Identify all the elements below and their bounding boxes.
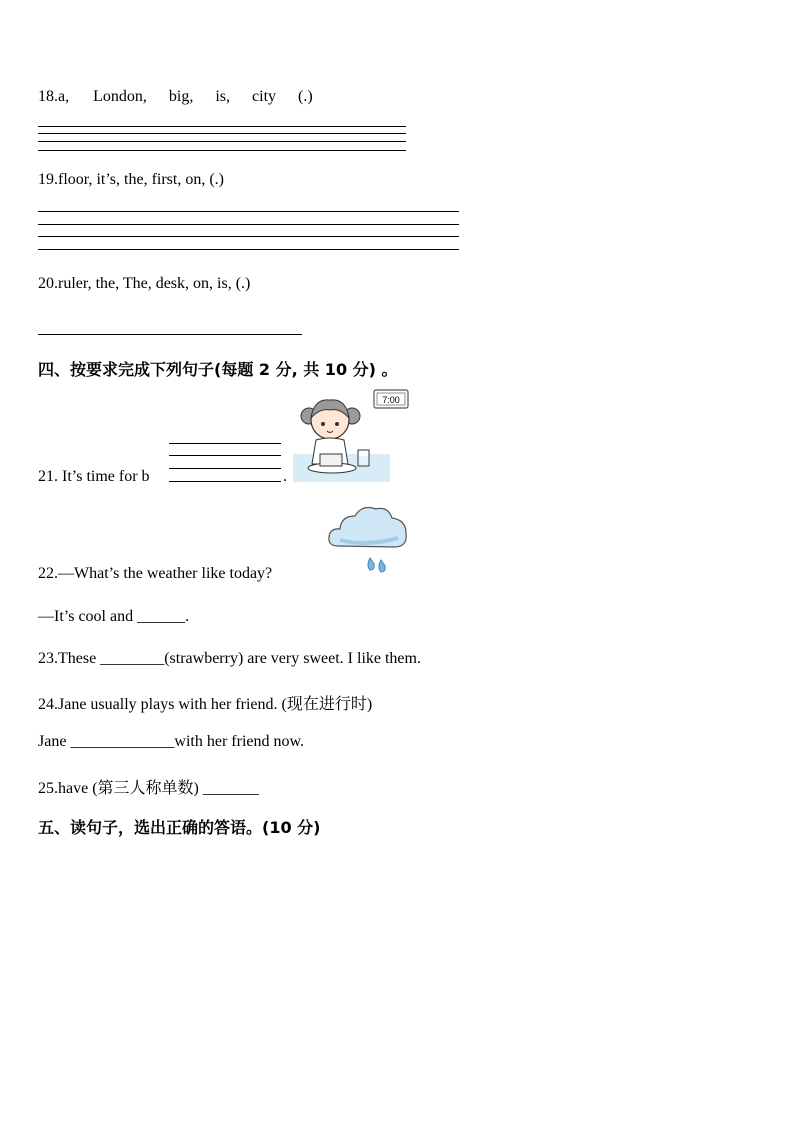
q20-prompt: 20.ruler, the, The, desk, on, is, (.) — [38, 275, 251, 292]
q22-answer-prefix: —It’s cool and — [38, 608, 138, 625]
clock-time: 7:00 — [382, 395, 400, 405]
q18-word: London, — [93, 88, 147, 105]
answer-line — [38, 249, 459, 250]
answer-line — [169, 443, 281, 444]
q18-word: (.) — [298, 88, 313, 105]
q22-answer — [38, 608, 189, 626]
q22-blank[interactable]: ______. — [137, 608, 190, 625]
q21-prompt: 21. It’s time for b — [38, 468, 150, 485]
q21-period: . — [283, 468, 287, 485]
q22-question: 22.—What’s the weather like today? — [38, 565, 273, 582]
section-4-heading: 四、按要求完成下列句子(每题 2 分, 共 10 分) 。 — [38, 360, 398, 379]
section-5-heading: 五、读句子，选出正确的答语。(10 分) — [38, 818, 321, 837]
answer-line — [38, 150, 406, 151]
q25-prompt[interactable]: 25.have (第三人称单数) _______ — [38, 780, 259, 797]
answer-line — [38, 141, 406, 142]
q18-word: is, — [215, 88, 231, 105]
q18-word: big, — [168, 88, 194, 105]
answer-line — [38, 133, 406, 134]
q18-word: city — [252, 88, 277, 105]
rain-cloud-icon — [326, 500, 410, 584]
q24-prompt: 24.Jane usually plays with her friend. (现在进行时) — [38, 696, 373, 713]
q24-answer[interactable]: Jane _____________with her friend now. — [38, 733, 305, 750]
answer-line — [38, 236, 459, 237]
girl-eating-breakfast-icon — [292, 388, 412, 484]
q18-word: a, — [58, 88, 70, 105]
q23-prompt: 23.These ________(strawberry) are very sweet. I like them. — [38, 650, 421, 667]
answer-line — [38, 224, 459, 225]
q18-number: 18. — [38, 88, 58, 105]
q19-prompt: 19.floor, it’s, the, first, on, (.) — [38, 171, 224, 188]
answer-line — [169, 468, 281, 469]
q18-prompt — [38, 88, 313, 106]
answer-line — [169, 455, 281, 456]
answer-line — [38, 211, 459, 212]
q20-answer-line[interactable] — [38, 334, 302, 335]
answer-line — [38, 126, 406, 127]
answer-line — [169, 481, 281, 482]
